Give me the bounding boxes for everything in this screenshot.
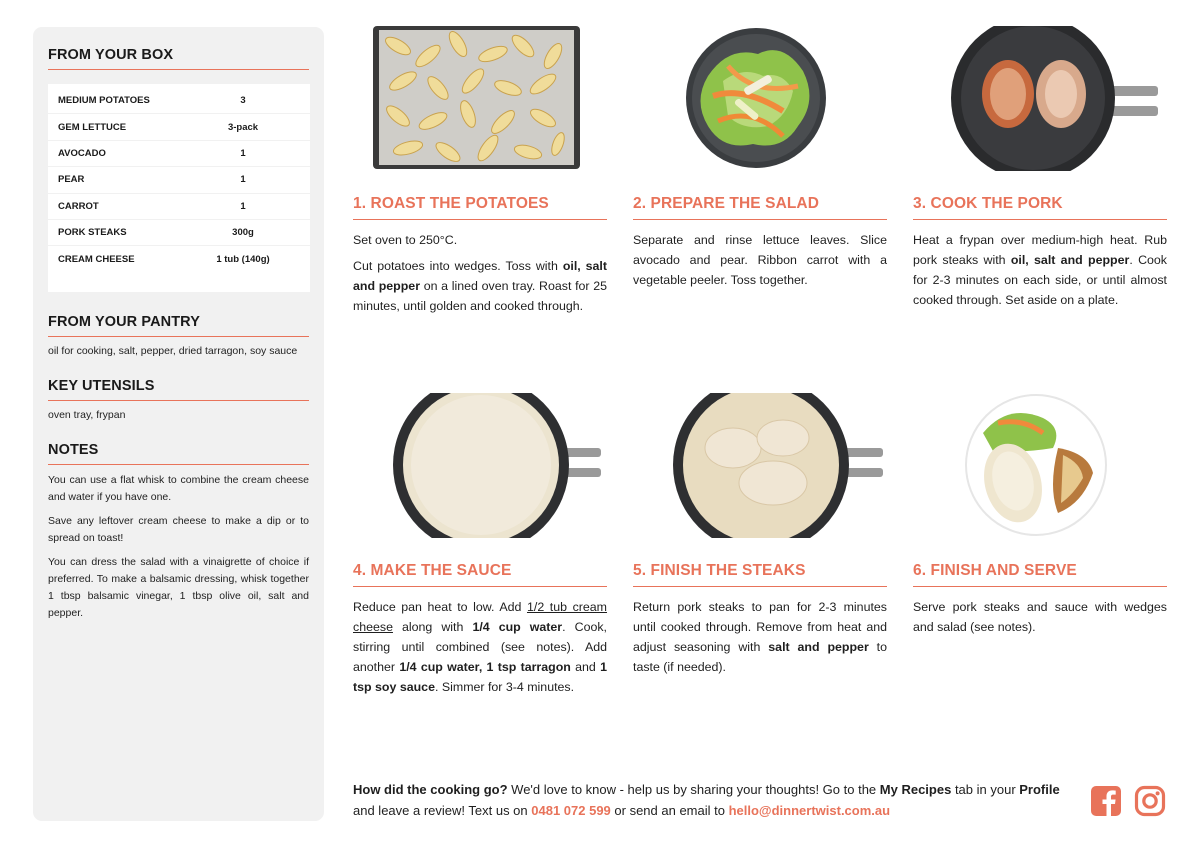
box-row	[48, 141, 310, 167]
ingredient-name: CARROT	[58, 200, 99, 212]
utensils-text: oven tray, frypan	[48, 409, 126, 421]
step-2-body	[633, 230, 887, 290]
step-2-photo	[633, 26, 887, 171]
step-5-body	[633, 597, 887, 677]
step-1	[353, 26, 607, 316]
note-text: You can dress the salad with a vinaigrette of choice if preferred. To make a balsamic dressing, whisk together 1 tbsp balsamic vinegar, 1 tbsp olive oil, salt and pepper.	[48, 556, 309, 619]
notes-heading: NOTES	[48, 442, 309, 465]
utensils-section	[48, 378, 309, 424]
footer-lead: How did the cooking go?	[353, 782, 508, 797]
note-text: You can use a flat whisk to combine the cream cheese and water if you have one.	[48, 474, 309, 503]
email-link[interactable]: hello@dinnertwist.com.au	[728, 803, 891, 818]
footer-text: and leave a review! Text us on	[353, 803, 532, 818]
step-5-text: Return pork steaks to pan for 2-3 minutes until cooked through. Remove from heat and adjust seasoning with salt and pepper to taste (if needed).	[633, 600, 887, 674]
step-2-title: 2. PREPARE THE SALAD	[633, 195, 887, 220]
pantry-heading: FROM YOUR PANTRY	[48, 314, 309, 337]
ingredients-sidebar	[33, 27, 324, 821]
ingredient-name: AVOCADO	[58, 147, 106, 159]
my-recipes-link[interactable]: My Recipes	[879, 782, 952, 797]
step-5-title: 5. FINISH THE STEAKS	[633, 562, 887, 587]
step-5	[633, 393, 887, 677]
box-row	[48, 220, 310, 246]
box-row	[48, 246, 310, 272]
pantry-text: oil for cooking, salt, pepper, dried tarragon, soy sauce	[48, 345, 298, 357]
step-1-photo	[353, 26, 607, 171]
step-3-text: Heat a frypan over medium-high heat. Rub pork steaks with oil, salt and pepper. Cook for 2-3 minutes on each side, or until almost cooked through. Set aside on a plate.	[913, 233, 1167, 307]
facebook-icon[interactable]	[1090, 785, 1122, 817]
footer-text: or send an email to	[610, 803, 729, 818]
ingredient-qty: 3	[240, 95, 246, 107]
step-6-body	[913, 597, 1167, 637]
ingredient-qty: 1 tub (140g)	[216, 254, 270, 266]
step-4-title: 4. MAKE THE SAUCE	[353, 562, 607, 587]
step-3-body	[913, 230, 1167, 310]
footer-text: tab in your	[951, 782, 1020, 797]
ingredient-name: GEM LETTUCE	[58, 121, 127, 133]
step-3-title: 3. COOK THE PORK	[913, 195, 1167, 220]
step-1-title: 1. ROAST THE POTATOES	[353, 195, 607, 220]
step-6-text: Serve pork steaks and sauce with wedges and salad (see notes).	[913, 600, 1167, 634]
ingredient-name: PEAR	[58, 174, 85, 186]
step-3	[913, 26, 1167, 310]
step-1-text: Set oven to 250°C.	[353, 233, 458, 247]
ingredient-name: MEDIUM POTATOES	[58, 95, 150, 107]
profile-link[interactable]: Profile	[1019, 782, 1060, 797]
step-4-text: Reduce pan heat to low. Add 1/2 tub cream cheese along with 1/4 cup water. Cook, stirring until combined (see notes). Add another 1/4 cup water, 1 tsp tarragon and 1 tsp soy sauce. Simmer for 3-4 minutes.	[353, 600, 608, 694]
step-1-body	[353, 230, 607, 316]
step-1-text: Cut potatoes into wedges. Toss with oil, salt and pepper on a lined oven tray. Roast for 25 minutes, until golden and cooked through.	[353, 259, 607, 313]
step-4	[353, 393, 607, 697]
notes-section	[48, 442, 309, 622]
step-2	[633, 26, 887, 290]
ingredient-name: CREAM CHEESE	[58, 254, 135, 266]
box-row	[48, 194, 310, 220]
box-heading: FROM YOUR BOX	[48, 47, 309, 70]
box-ingredients-table	[48, 84, 310, 292]
step-6-title: 6. FINISH AND SERVE	[913, 562, 1167, 587]
instagram-icon[interactable]	[1134, 785, 1166, 817]
phone-link[interactable]: 0481 072 599	[531, 803, 611, 818]
utensils-heading: KEY UTENSILS	[48, 378, 309, 401]
step-2-text: Separate and rinse lettuce leaves. Slice avocado and pear. Ribbon carrot with a vegetable peeler. Toss together.	[633, 233, 887, 287]
pantry-section	[48, 314, 309, 360]
note-text: Save any leftover cream cheese to make a dip or to spread on toast!	[48, 515, 309, 544]
ingredient-name: PORK STEAKS	[58, 227, 127, 239]
box-row	[48, 88, 310, 114]
box-row	[48, 114, 310, 140]
step-4-body	[353, 597, 607, 697]
footer-text: We'd love to know - help us by sharing your thoughts! Go to the	[507, 782, 880, 797]
step-6-photo	[913, 393, 1167, 538]
ingredient-qty: 300g	[232, 227, 254, 239]
ingredient-qty: 1	[240, 174, 246, 186]
step-5-photo	[633, 393, 887, 538]
step-4-photo	[353, 393, 607, 538]
ingredient-qty: 3-pack	[227, 121, 259, 133]
box-row	[48, 167, 310, 193]
step-3-photo	[913, 26, 1167, 171]
ingredient-qty: 1	[240, 147, 246, 159]
feedback-footer	[353, 779, 1073, 821]
step-6	[913, 393, 1167, 637]
ingredient-qty: 1	[240, 200, 246, 212]
